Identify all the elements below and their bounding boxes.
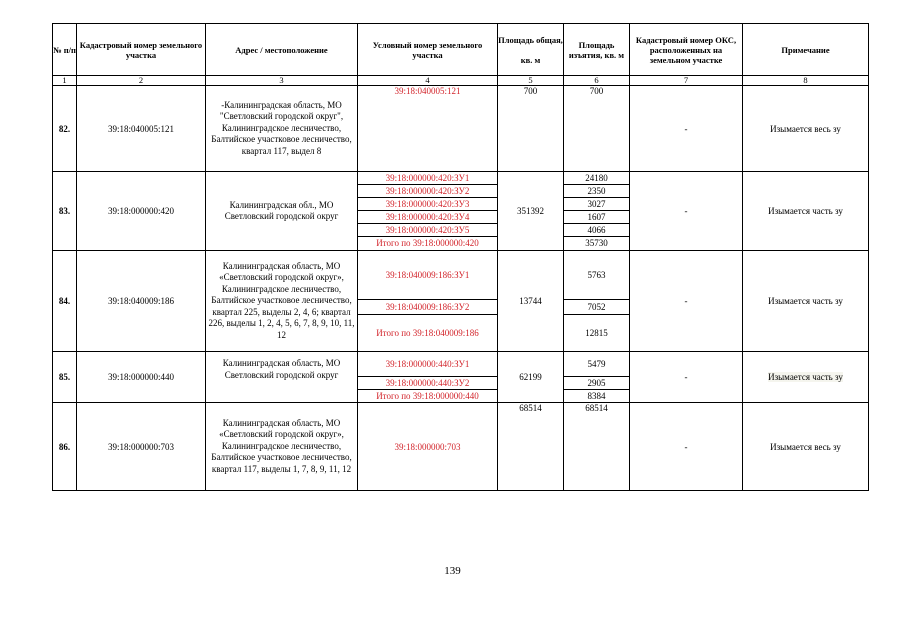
header-address: Адрес / местоположение bbox=[206, 24, 358, 76]
area-take: 7052 bbox=[564, 300, 629, 315]
area-take: 2905 bbox=[564, 377, 629, 390]
page-number: 139 bbox=[444, 565, 461, 577]
conditional-number: 39:18:000000:420:ЗУ2 bbox=[358, 185, 497, 198]
area-take: 5479 bbox=[564, 352, 629, 377]
note: Изымается часть зу bbox=[743, 172, 869, 251]
area-take-list bbox=[564, 352, 630, 403]
header-area-take: Площадь изъятия, кв. м bbox=[564, 24, 630, 76]
area-take: 68514 bbox=[564, 403, 630, 491]
note: Изымается весь зу bbox=[743, 86, 869, 172]
conditional-number: 39:18:000000:703 bbox=[358, 403, 498, 491]
row-number: 83. bbox=[53, 172, 77, 251]
area-take-total: 35730 bbox=[585, 238, 608, 248]
note bbox=[743, 352, 869, 403]
conditional-number: 39:18:000000:440:ЗУ1 bbox=[358, 352, 497, 377]
header-area-total-unit: кв. м bbox=[520, 54, 541, 65]
address: Калининградская область, МО Светловский городской округ bbox=[206, 352, 358, 403]
column-numbers-row bbox=[53, 76, 869, 86]
area-take: 700 bbox=[564, 86, 630, 172]
cadastral-number: 39:18:000000:420 bbox=[77, 172, 206, 251]
area-take-total: 8384 bbox=[587, 391, 606, 401]
area-total: 351392 bbox=[498, 172, 564, 251]
cadastral-number: 39:18:040009:186 bbox=[77, 251, 206, 352]
note: Изымается весь зу bbox=[743, 403, 869, 491]
address: Калининградская область, МО «Светловский городской округ», Калининградское лесничество, Балтийское участковое лесничество, квартал 225, выделы 2, 4, 6; квартал 226, выделы 1, 2, 4, 5, 6, 7, 8, 9, 10, 11, 12 bbox=[206, 251, 358, 352]
address: -Калининградская область, МО "Светловский городской округ", Калининградское лесничество, Балтийское участковое лесничество, квартал 117, выдел 8 bbox=[206, 86, 358, 172]
conditional-number-list bbox=[358, 172, 498, 251]
header-oks: Кадастровый номер ОКС, расположенных на земельном участке bbox=[630, 24, 743, 76]
note: Изымается часть зу bbox=[743, 251, 869, 352]
conditional-number: 39:18:000000:420:ЗУ4 bbox=[358, 211, 497, 224]
conditional-number-total: Итого по 39:18:000000:440 bbox=[376, 391, 479, 401]
area-total: 62199 bbox=[498, 352, 564, 403]
area-take: 3027 bbox=[564, 198, 629, 211]
conditional-number: 39:18:040005:121 bbox=[358, 86, 498, 172]
area-take: 2350 bbox=[564, 185, 629, 198]
conditional-number: 39:18:040009:186:ЗУ2 bbox=[358, 300, 497, 315]
row-number: 85. bbox=[53, 352, 77, 403]
conditional-number: 39:18:000000:420:ЗУ3 bbox=[358, 198, 497, 211]
header-area-total-label: Площадь общая, bbox=[498, 34, 563, 45]
table-row bbox=[53, 251, 869, 352]
col-number: 7 bbox=[630, 76, 743, 86]
conditional-number: 39:18:000000:420:ЗУ1 bbox=[358, 172, 497, 185]
row-number: 84. bbox=[53, 251, 77, 352]
table-row bbox=[53, 403, 869, 491]
address: Калининградская обл., МО Светловский городской округ bbox=[206, 172, 358, 251]
header-cadastral: Кадастровый номер земельного участка bbox=[77, 24, 206, 76]
header-area-total bbox=[498, 24, 564, 76]
col-number: 1 bbox=[53, 76, 77, 86]
table-row bbox=[53, 172, 869, 251]
col-number: 8 bbox=[743, 76, 869, 86]
area-total: 13744 bbox=[498, 251, 564, 352]
table-row bbox=[53, 352, 869, 403]
conditional-number: 39:18:000000:420:ЗУ5 bbox=[358, 224, 497, 237]
table-row bbox=[53, 86, 869, 172]
oks-number: - bbox=[630, 251, 743, 352]
oks-number: - bbox=[630, 172, 743, 251]
col-number: 5 bbox=[498, 76, 564, 86]
row-number: 82. bbox=[53, 86, 77, 172]
conditional-number-list bbox=[358, 352, 498, 403]
col-number: 6 bbox=[564, 76, 630, 86]
address: Калининградская область, МО «Светловский городской округ», Калининградское лесничество, Балтийское участковое лесничество, квартал 117, выделы 1, 7, 8, 9, 11, 12 bbox=[206, 403, 358, 491]
header-conditional-number: Условный номер земельного участка bbox=[358, 24, 498, 76]
header-num: № п/п bbox=[53, 24, 77, 76]
header-note: Примечание bbox=[743, 24, 869, 76]
header-row bbox=[53, 24, 869, 76]
area-total: 68514 bbox=[498, 403, 564, 491]
row-number: 86. bbox=[53, 403, 77, 491]
col-number: 3 bbox=[206, 76, 358, 86]
area-take-total: 12815 bbox=[585, 328, 608, 338]
cadastral-number: 39:18:000000:703 bbox=[77, 403, 206, 491]
note-text: Изымается часть зу bbox=[768, 372, 843, 382]
oks-number: - bbox=[630, 403, 743, 491]
conditional-number-list bbox=[358, 251, 498, 352]
land-parcels-table bbox=[52, 23, 869, 491]
area-take: 5763 bbox=[564, 251, 629, 300]
area-total: 700 bbox=[498, 86, 564, 172]
oks-number: - bbox=[630, 352, 743, 403]
conditional-number-total: Итого по 39:18:040009:186 bbox=[376, 328, 479, 338]
col-number: 4 bbox=[358, 76, 498, 86]
oks-number: - bbox=[630, 86, 743, 172]
col-number: 2 bbox=[77, 76, 206, 86]
area-take: 4066 bbox=[564, 224, 629, 237]
conditional-number: 39:18:040009:186:ЗУ1 bbox=[358, 251, 497, 300]
cadastral-number: 39:18:000000:440 bbox=[77, 352, 206, 403]
area-take: 1607 bbox=[564, 211, 629, 224]
area-take: 24180 bbox=[564, 172, 629, 185]
area-take-list bbox=[564, 251, 630, 352]
cadastral-number: 39:18:040005:121 bbox=[77, 86, 206, 172]
conditional-number: 39:18:000000:440:ЗУ2 bbox=[358, 377, 497, 390]
area-take-list bbox=[564, 172, 630, 251]
conditional-number-total: Итого по 39:18:000000:420 bbox=[376, 238, 479, 248]
